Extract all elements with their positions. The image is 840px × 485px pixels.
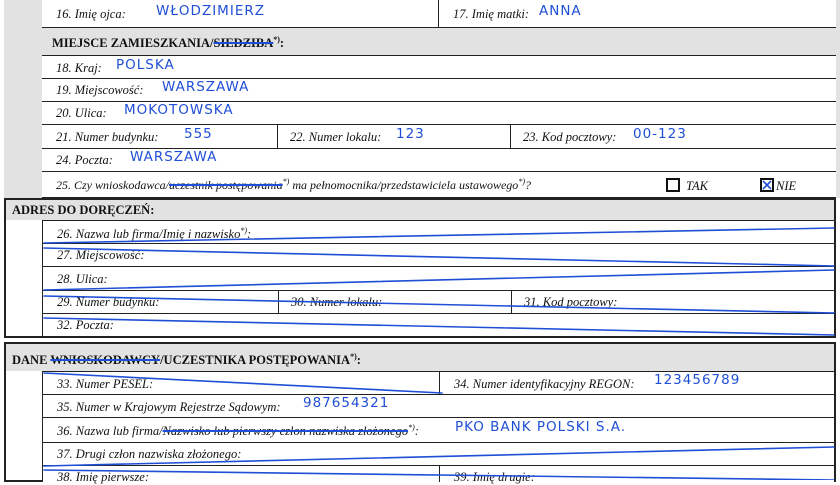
street-label: 20. Ulica: xyxy=(56,106,107,120)
delivery-name-colon: : xyxy=(247,227,252,242)
tak-checkbox[interactable] xyxy=(666,178,680,192)
country-label: 18. Kraj: xyxy=(56,61,102,75)
company-name-label-text: 36. Nazwa lub firma/ xyxy=(57,424,163,439)
representative-question-text: 25. Czy wnioskodawca/ xyxy=(56,178,169,192)
residence-heading-footnote: *) xyxy=(273,35,280,44)
right-margin-strip xyxy=(836,0,840,198)
residence-heading-colon: : xyxy=(279,36,285,51)
company-name-label xyxy=(57,423,419,439)
post-office-value[interactable]: WARSZAWA xyxy=(130,149,218,165)
residence-heading xyxy=(52,35,284,51)
father-name-value[interactable]: WŁODZIMIERZ xyxy=(156,3,265,19)
row-29-31 xyxy=(42,291,834,314)
city-value[interactable]: WARSZAWA xyxy=(162,79,250,95)
company-name-value[interactable]: PKO BANK POLSKI S.A. xyxy=(455,419,627,435)
apartment-cell xyxy=(277,125,510,148)
nie-checkbox[interactable] xyxy=(760,178,774,192)
residence-heading-text: MIEJSCE ZAMIESZKANIA/ xyxy=(52,36,214,51)
participant-heading-footnote: *) xyxy=(350,352,357,361)
row-18 xyxy=(42,55,836,79)
regon-value[interactable]: 123456789 xyxy=(654,372,741,388)
regon-label: 34. Numer identyfikacyjny REGON: xyxy=(454,377,635,391)
krs-value[interactable]: 987654321 xyxy=(303,395,390,411)
delivery-name-label xyxy=(57,226,251,242)
building-number-label: 21. Numer budynku: xyxy=(56,130,159,144)
row-35 xyxy=(42,395,834,418)
x-mark-icon xyxy=(762,180,772,190)
representative-footnote-2: *) xyxy=(518,177,525,186)
option-nie[interactable] xyxy=(760,178,796,194)
row-27 xyxy=(42,244,834,267)
row-28 xyxy=(42,267,834,291)
apartment-number-label: 22. Numer lokalu: xyxy=(290,130,382,144)
mother-name-value[interactable]: ANNA xyxy=(539,3,582,19)
representative-question-mark: ? xyxy=(524,178,531,192)
delivery-name-label-text: 26. Nazwa lub firma/Imię i nazwisko xyxy=(57,227,241,242)
option-tak[interactable] xyxy=(666,178,708,194)
row-33-34 xyxy=(42,371,834,395)
second-name-label: 39. Imię drugie: xyxy=(454,470,535,484)
nie-label: NIE xyxy=(776,179,797,193)
delivery-left-strip xyxy=(6,220,42,336)
pesel-label: 33. Numer PESEL: xyxy=(57,377,154,391)
city-label: 19. Miejscowość: xyxy=(56,83,144,97)
row-20 xyxy=(42,102,836,125)
delivery-heading: ADRES DO DORĘCZEŃ: xyxy=(12,203,155,217)
participant-heading-text-2: /UCZESTNIKA POSTĘPOWANIA xyxy=(160,353,351,368)
row-37 xyxy=(42,443,834,466)
first-name-label: 38. Imię pierwsze: xyxy=(57,470,149,484)
company-name-label-struck: Nazwisko lub pierwszy człon nazwiska złożonego xyxy=(162,424,409,439)
row-16-17 xyxy=(42,0,836,28)
delivery-post-office-label: 32. Poczta: xyxy=(57,318,114,332)
delivery-apartment-label: 30. Numer lokalu: xyxy=(291,295,383,309)
postal-code-value[interactable]: 00-123 xyxy=(633,126,687,142)
delivery-name-footnote: *) xyxy=(240,226,248,235)
apartment-number-value[interactable]: 123 xyxy=(396,126,425,142)
second-surname-label: 37. Drugi człon nazwiska złożonego: xyxy=(57,447,242,461)
participant-heading-struck: WNIOSKODAWCY xyxy=(50,353,161,368)
representative-question-text-2: ma pełnomocnika/przedstawiciela ustawowego xyxy=(289,178,519,192)
left-margin-strip xyxy=(4,0,42,198)
row-24 xyxy=(42,149,836,172)
delivery-postal-label: 31. Kod pocztowy: xyxy=(524,295,618,309)
row-32 xyxy=(42,314,834,336)
delivery-apartment-cell xyxy=(278,291,511,313)
postal-code-label: 23. Kod pocztowy: xyxy=(523,130,617,144)
row-26 xyxy=(42,220,834,244)
company-name-footnote: *) xyxy=(408,423,415,432)
company-name-colon: : xyxy=(414,424,419,439)
krs-label: 35. Numer w Krajowym Rejestrze Sądowym: xyxy=(57,400,281,414)
street-value[interactable]: MOKOTOWSKA xyxy=(124,102,234,118)
building-number-value[interactable]: 555 xyxy=(184,126,213,142)
mother-name-label: 17. Imię matki: xyxy=(453,7,530,21)
row-19 xyxy=(42,79,836,102)
father-name-label: 16. Imię ojca: xyxy=(56,7,126,21)
row-36 xyxy=(42,418,834,443)
post-office-label: 24. Poczta: xyxy=(56,153,113,167)
residence-heading-struck: SIEDZIBA xyxy=(213,36,274,51)
postal-code-cell xyxy=(510,125,836,148)
row-21-23 xyxy=(42,125,836,149)
representative-footnote-1: *) xyxy=(282,177,290,186)
participant-heading-colon: : xyxy=(356,353,361,368)
country-value[interactable]: POLSKA xyxy=(116,57,175,73)
delivery-street-label: 28. Ulica: xyxy=(57,272,108,286)
regon-cell xyxy=(439,372,834,394)
participant-heading xyxy=(12,352,361,368)
row-25 xyxy=(42,172,836,198)
tak-label: TAK xyxy=(686,179,708,193)
delivery-postal-cell xyxy=(511,291,834,313)
participant-heading-text: DANE xyxy=(12,353,51,368)
representative-question-struck: uczestnik postępowania xyxy=(169,178,283,192)
representative-question xyxy=(56,177,531,193)
delivery-city-label: 27. Miejscowość: xyxy=(57,248,145,262)
mother-name-cell xyxy=(438,0,836,27)
delivery-building-label: 29. Numer budynku: xyxy=(57,295,160,309)
